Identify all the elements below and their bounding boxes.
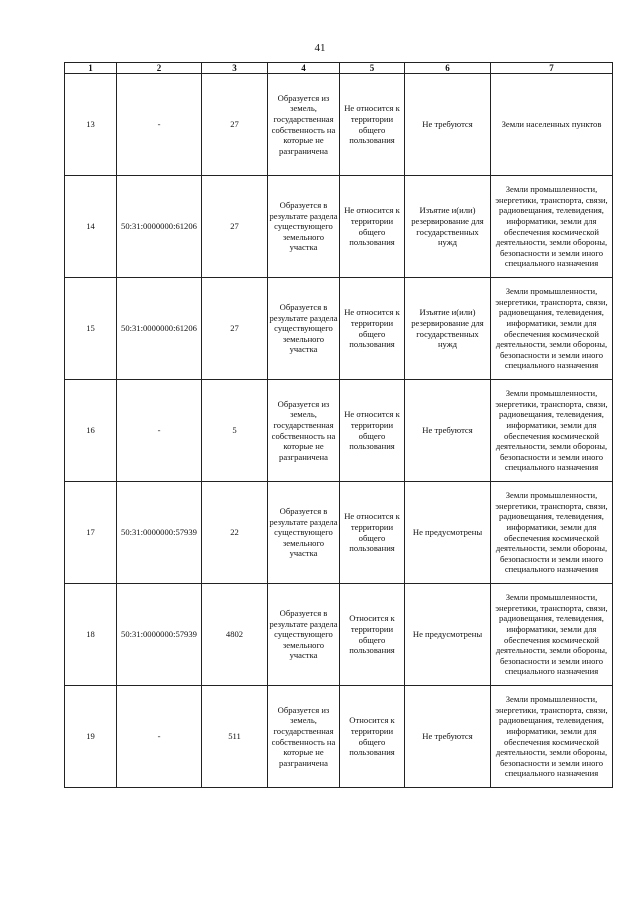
land-category: Земли промышленности, энергетики, транспорта, связи, радиовещания, телевидения, информатики, земли для обеспечения космической деятельности, земли обороны, безопасности и земли иного специального назначения: [491, 584, 613, 686]
public-use-status: Не относится к территории общего пользования: [340, 380, 405, 482]
formation-method: Образуется в результате раздела существующего земельного участка: [268, 482, 340, 584]
public-use-status: Не относится к территории общего пользования: [340, 482, 405, 584]
cadastral-number: -: [117, 74, 202, 176]
area-value: 27: [202, 278, 268, 380]
public-use-status: Относится к территории общего пользования: [340, 686, 405, 788]
seizure-info: Изъятие и(или) резервирование для государственных нужд: [405, 176, 491, 278]
land-category: Земли промышленности, энергетики, транспорта, связи, радиовещания, телевидения, информатики, земли для обеспечения космической деятельности, земли обороны, безопасности и земли иного специального назначения: [491, 686, 613, 788]
area-value: 5: [202, 380, 268, 482]
seizure-info: Не требуются: [405, 380, 491, 482]
seizure-info: Не требуются: [405, 686, 491, 788]
land-category: Земли промышленности, энергетики, транспорта, связи, радиовещания, телевидения, информатики, земли для обеспечения космической деятельности, земли обороны, безопасности и земли иного специального назначения: [491, 176, 613, 278]
land-category: Земли населенных пунктов: [491, 74, 613, 176]
column-header-4: 4: [268, 63, 340, 74]
cadastral-number: -: [117, 686, 202, 788]
cadastral-number: 50:31:0000000:57939: [117, 482, 202, 584]
formation-method: Образуется из земель, государственная собственность на которые не разграничена: [268, 74, 340, 176]
formation-method: Образуется в результате раздела существующего земельного участка: [268, 176, 340, 278]
land-category: Земли промышленности, энергетики, транспорта, связи, радиовещания, телевидения, информатики, земли для обеспечения космической деятельности, земли обороны, безопасности и земли иного специального назначения: [491, 380, 613, 482]
column-header-2: 2: [117, 63, 202, 74]
cadastral-number: 50:31:0000000:61206: [117, 176, 202, 278]
seizure-info: Не предусмотрены: [405, 584, 491, 686]
row-number: 15: [65, 278, 117, 380]
cadastral-number: 50:31:0000000:61206: [117, 278, 202, 380]
column-header-5: 5: [340, 63, 405, 74]
row-number: 14: [65, 176, 117, 278]
area-value: 511: [202, 686, 268, 788]
table-row: [65, 176, 613, 278]
row-number: 16: [65, 380, 117, 482]
public-use-status: Не относится к территории общего пользования: [340, 278, 405, 380]
formation-method: Образуется в результате раздела существующего земельного участка: [268, 278, 340, 380]
area-value: 27: [202, 74, 268, 176]
public-use-status: Не относится к территории общего пользования: [340, 176, 405, 278]
column-header-1: 1: [65, 63, 117, 74]
row-number: 19: [65, 686, 117, 788]
cadastral-number: -: [117, 380, 202, 482]
public-use-status: Не относится к территории общего пользования: [340, 74, 405, 176]
column-header-6: 6: [405, 63, 491, 74]
column-header-3: 3: [202, 63, 268, 74]
row-number: 13: [65, 74, 117, 176]
table-row: [65, 482, 613, 584]
row-number: 18: [65, 584, 117, 686]
table-row: [65, 380, 613, 482]
cadastral-number: 50:31:0000000:57939: [117, 584, 202, 686]
area-value: 27: [202, 176, 268, 278]
seizure-info: Не требуются: [405, 74, 491, 176]
area-value: 22: [202, 482, 268, 584]
table-row: [65, 74, 613, 176]
formation-method: Образуется из земель, государственная собственность на которые не разграничена: [268, 686, 340, 788]
seizure-info: Изъятие и(или) резервирование для государственных нужд: [405, 278, 491, 380]
seizure-info: Не предусмотрены: [405, 482, 491, 584]
table-row: [65, 686, 613, 788]
table-row: [65, 584, 613, 686]
page-number: 41: [314, 42, 326, 54]
table-row: [65, 278, 613, 380]
land-category: Земли промышленности, энергетики, транспорта, связи, радиовещания, телевидения, информатики, земли для обеспечения космической деятельности, земли обороны, безопасности и земли иного специального назначения: [491, 482, 613, 584]
public-use-status: Относится к территории общего пользования: [340, 584, 405, 686]
land-plots-table: [64, 62, 613, 788]
area-value: 4802: [202, 584, 268, 686]
column-header-7: 7: [491, 63, 613, 74]
land-category: Земли промышленности, энергетики, транспорта, связи, радиовещания, телевидения, информатики, земли для обеспечения космической деятельности, земли обороны, безопасности и земли иного специального назначения: [491, 278, 613, 380]
formation-method: Образуется из земель, государственная собственность на которые не разграничена: [268, 380, 340, 482]
row-number: 17: [65, 482, 117, 584]
formation-method: Образуется в результате раздела существующего земельного участка: [268, 584, 340, 686]
table-header-row: [65, 63, 613, 74]
